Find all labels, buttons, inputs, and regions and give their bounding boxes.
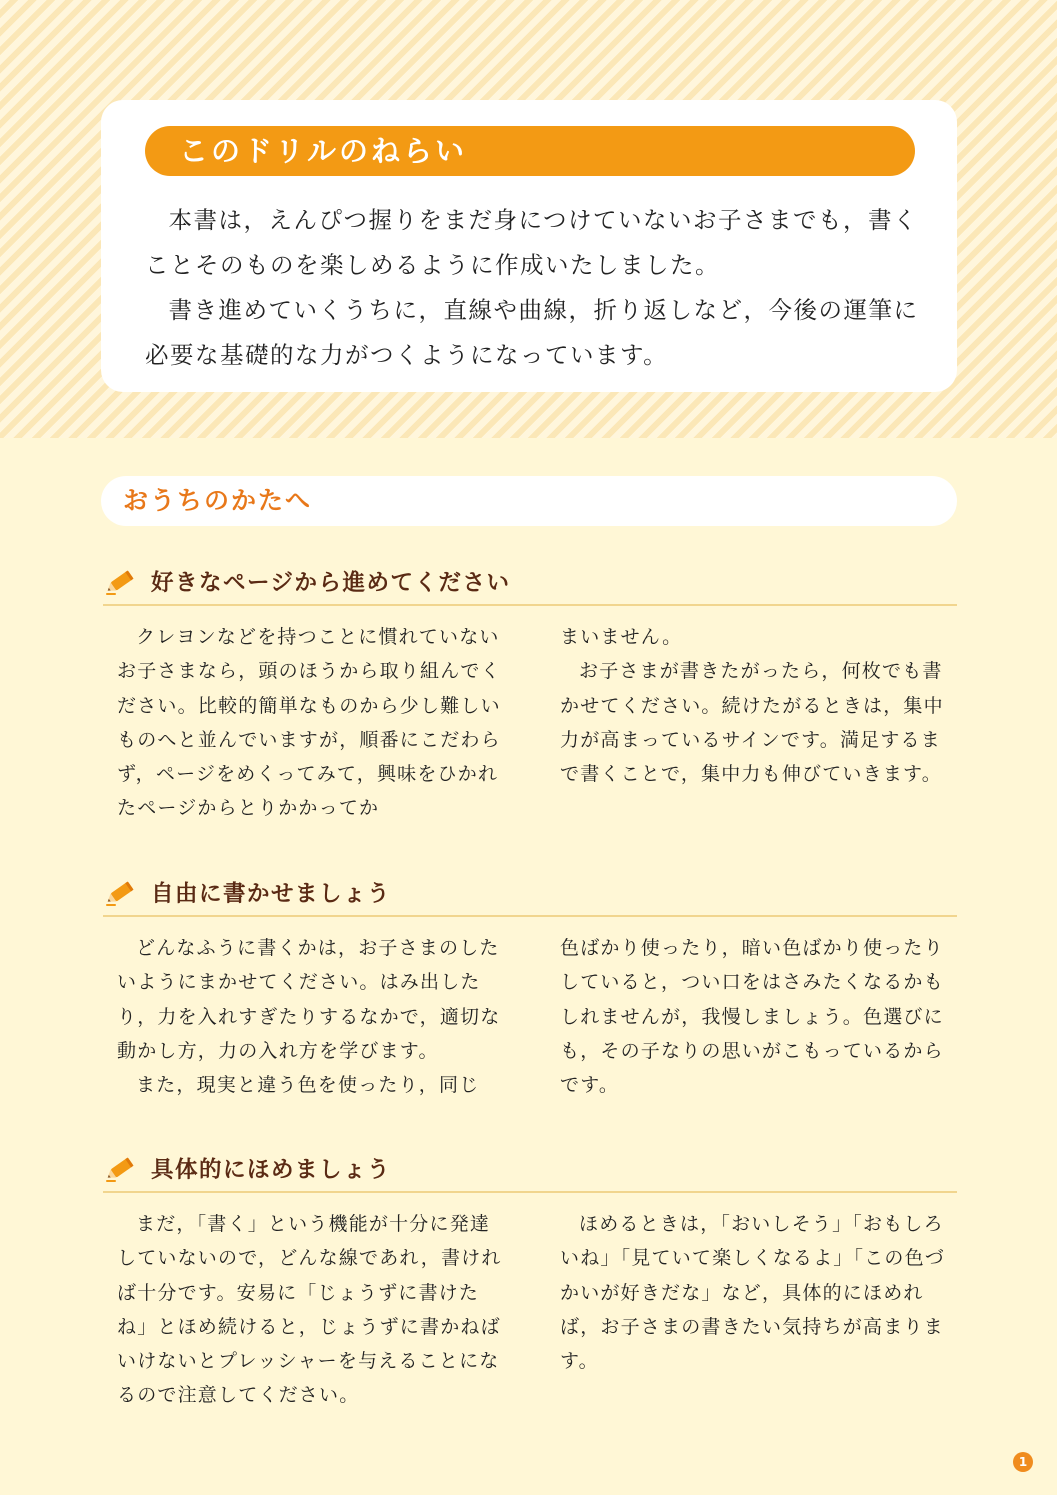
divider	[103, 604, 957, 606]
body-paragraph: どんなふうに書くかは，お子さまのしたいようにまかせてください。はみ出したり，力を入れすぎたりするなかで，適切な動かし方，力の入れ方を学びます。	[117, 937, 501, 1062]
intro-title: このドリルのねらい	[179, 134, 468, 168]
body-paragraph: ほめるときは，「おいしそう」「おもしろいね」「見ていて楽しくなるよ」「この色づかいが好きだな」など，具体的にほめれば，お子さまの書きたい気持ちが高まります。	[560, 1213, 946, 1373]
right-column	[560, 620, 952, 791]
right-column	[560, 1207, 952, 1378]
page-number: 1	[1013, 1452, 1033, 1472]
body-paragraph: お子さまが書きたがったら，何枚でも書かせてください。続けたがるときは，集中力が高まっているサインです。満足するまで書くことで，集中力も伸びていきます。	[560, 660, 944, 786]
intro-paragraph: 本書は，えんぴつ握りをまだ身につけていないお子さまでも，書くことそのものを楽しめるように作成いたしました。	[145, 206, 919, 279]
body-paragraph: まいません。	[560, 626, 683, 648]
subsection-header	[103, 1150, 957, 1190]
divider	[103, 1191, 957, 1193]
subsection-title: 好きなページから進めてください	[151, 570, 511, 596]
body-paragraph: また，現実と違う色を使ったり，同じ	[136, 1074, 480, 1097]
intro-body	[145, 198, 925, 378]
section-title: おうちのかたへ	[123, 486, 313, 515]
subsection-title: 自由に書かせましょう	[151, 881, 392, 907]
pencil-icon	[103, 879, 137, 907]
intro-paragraph: 書き進めていくうちに，直線や曲線，折り返しなど，今後の運筆に必要な基礎的な力がつくようになっています。	[145, 296, 919, 369]
pencil-icon	[103, 1155, 137, 1183]
subsection-header	[103, 874, 957, 914]
left-column	[117, 1207, 509, 1413]
body-paragraph: 色ばかり使ったり，暗い色ばかり使ったりしていると，つい口をはさみたくなるかもしれませんが，我慢しましょう。色選びにも，その子なりの思いがこもっているからです。	[560, 937, 944, 1097]
intro-title-bar	[145, 126, 915, 176]
body-paragraph: まだ，「書く」という機能が十分に発達していないので，どんな線であれ，書ければ十分です。安易に「じょうずに書けたね」とほめ続けると，じょうずに書かねばいけないとプレッシャーを与えることになるので注意してください。	[117, 1213, 502, 1407]
divider	[103, 915, 957, 917]
right-column	[560, 931, 952, 1102]
subsection-header	[103, 563, 957, 603]
pencil-icon	[103, 568, 137, 596]
intro-card	[101, 100, 957, 392]
section-banner	[101, 476, 957, 526]
subsection-title: 具体的にほめましょう	[151, 1157, 392, 1183]
left-column	[117, 620, 509, 826]
left-column	[117, 931, 509, 1102]
body-paragraph: クレヨンなどを持つことに慣れていないお子さまなら，頭のほうから取り組んでください。比較的簡単なものから少し難しいものへと並んでいますが，順番にこだわらず，ページをめくってみて，興味をひかれたページからとりかかってか	[117, 626, 501, 820]
